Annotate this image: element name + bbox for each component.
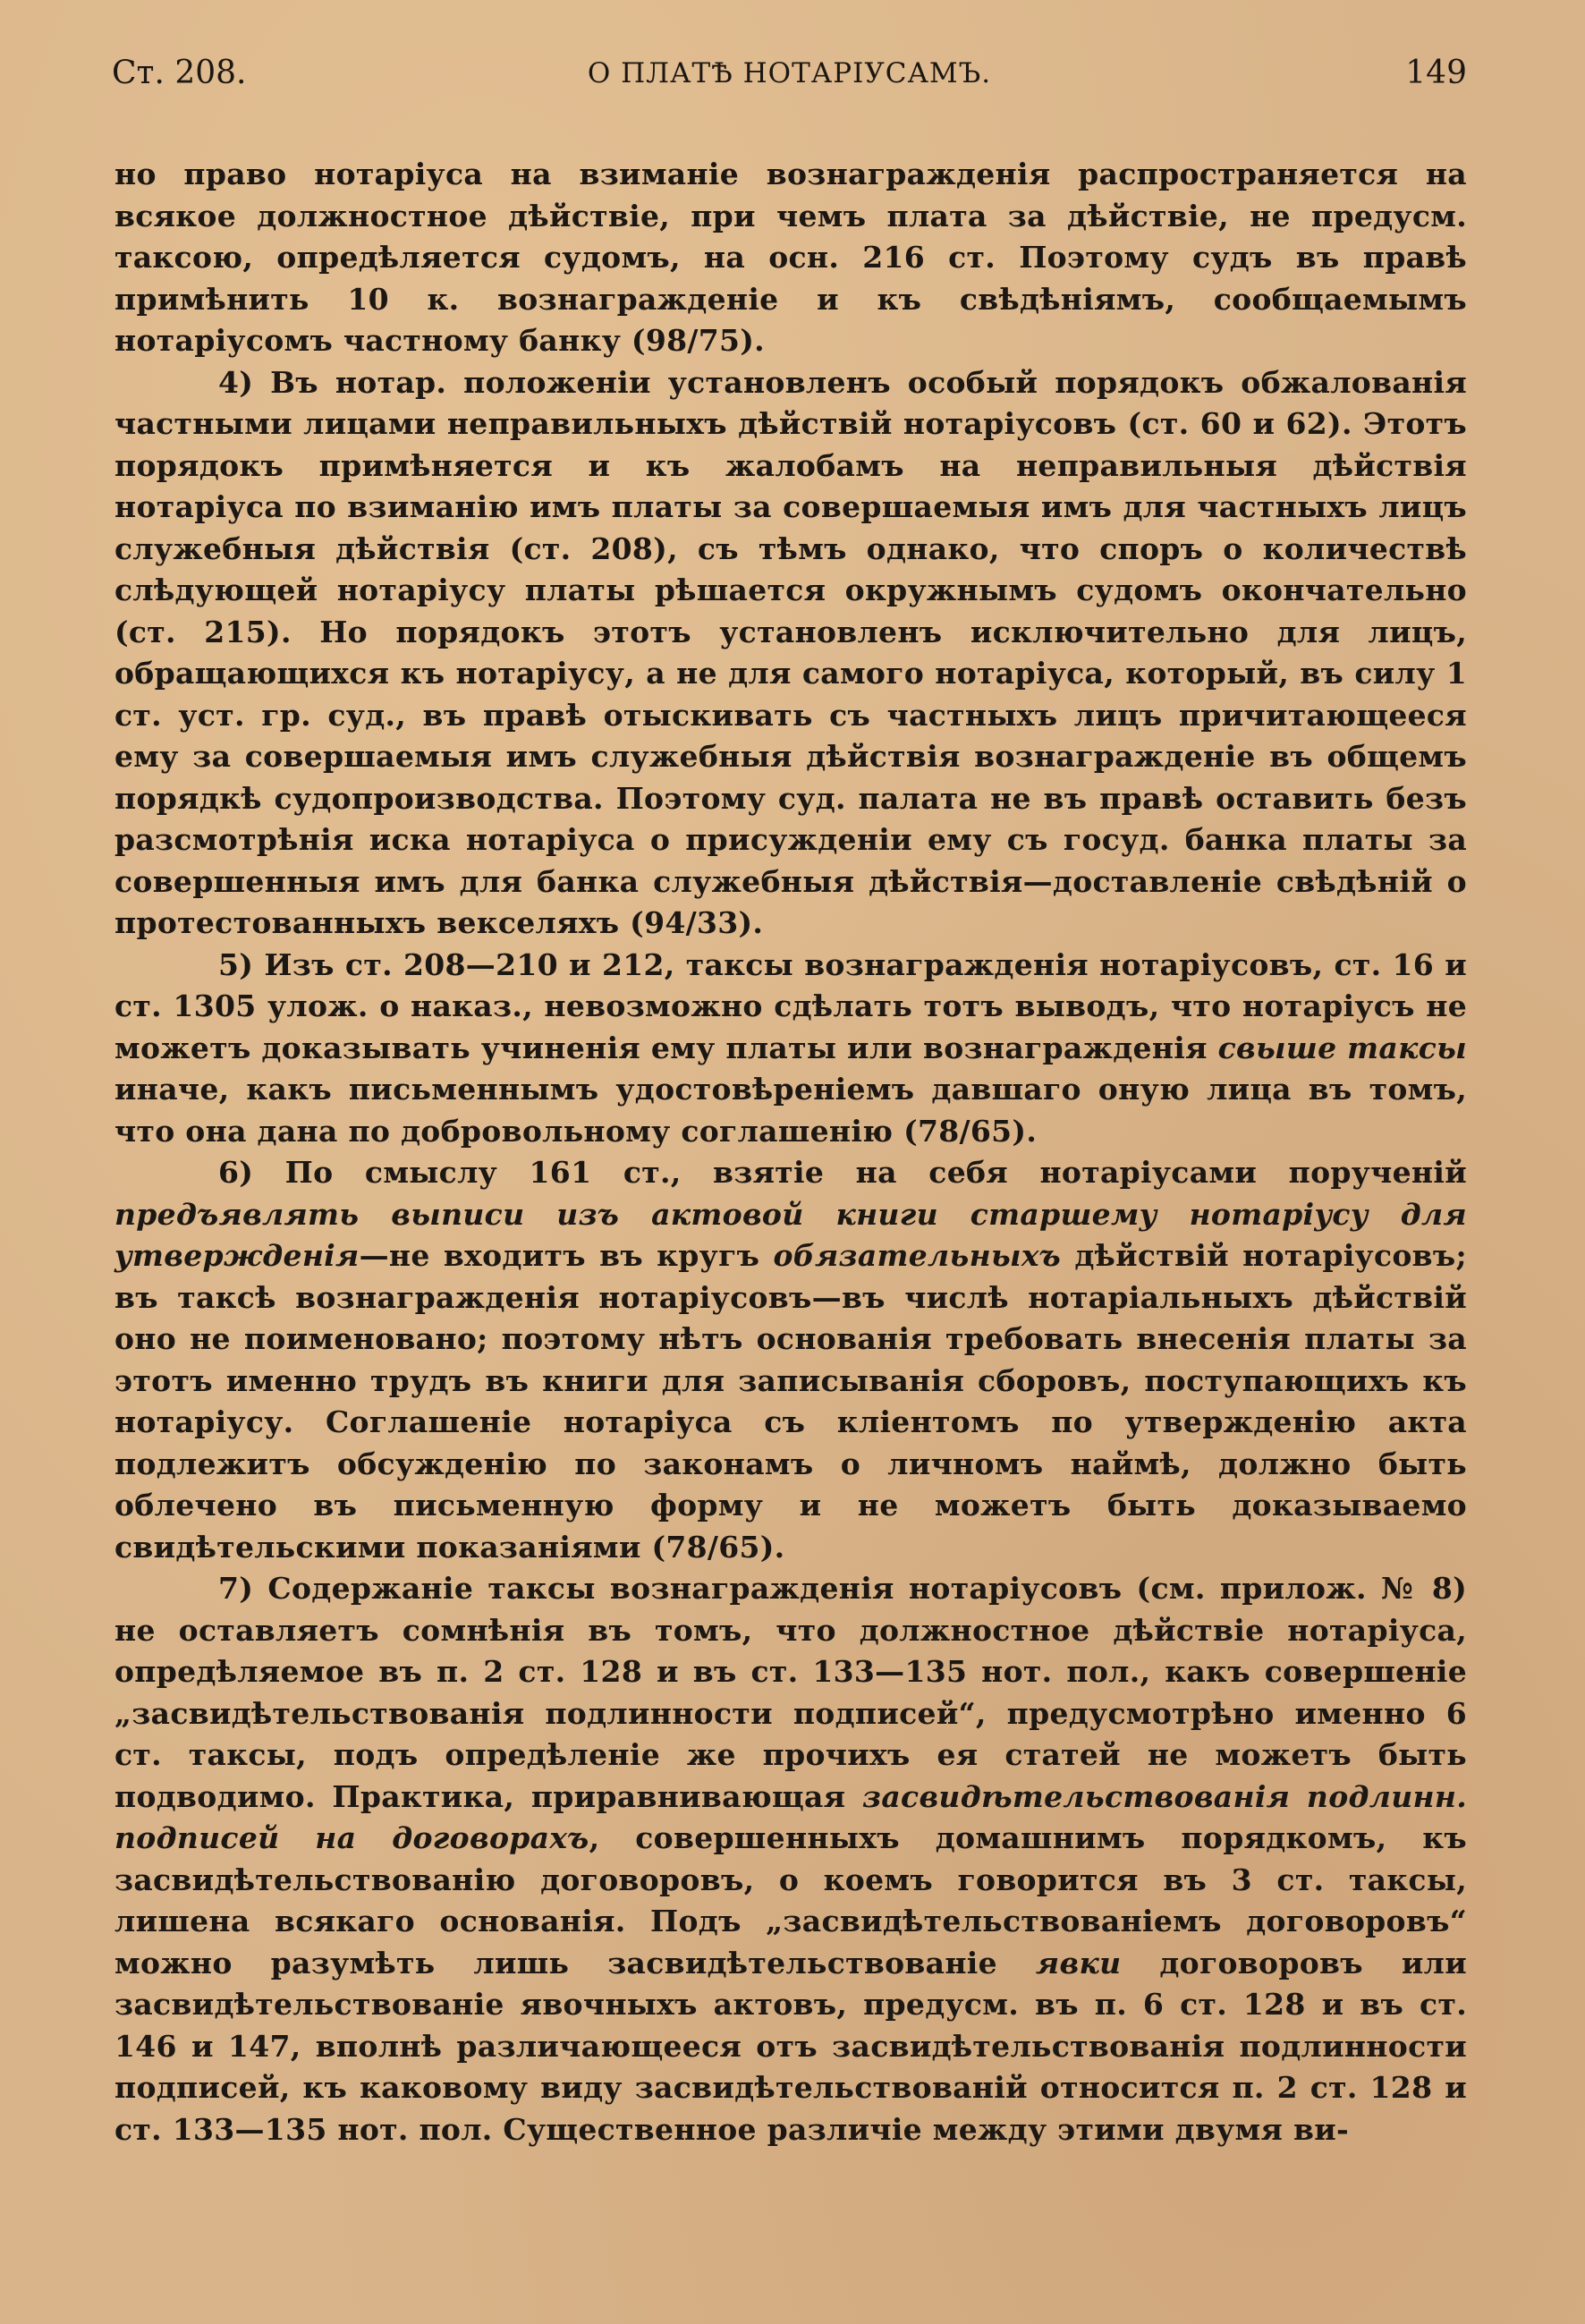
- paragraph-text: договоровъ или засвидѣтельствованіе явочныхъ актовъ, предусм. въ п. 6 ст. 128 и въ ст. 146 и 147, вполнѣ различающееся отъ засвидѣтельствованія подлинности подписей, къ каковому виду засвидѣтельствованій относится п. 2 ст. 128 и ст. 133—135 нот. пол. Существенное различіе между этими двумя ви-: [114, 1945, 1467, 2147]
- paragraph-continuation: [114, 154, 1467, 362]
- emphasis-text: явки: [1035, 1945, 1122, 1980]
- emphasis-text: свыше таксы: [1217, 1030, 1467, 1065]
- paragraph-text: , совершенныхъ домашнимъ порядкомъ, къ засвидѣтельствованію договоровъ, о коемъ говорится въ 3 ст. таксы, лишена всякаго основанія. Подъ „засвидѣтельствованіемъ договоровъ“ можно разумѣть лишь засвидѣтельствованіе: [114, 1820, 1468, 1980]
- body-text: [114, 154, 1467, 2150]
- emphasis-text: обязательныхъ: [773, 1238, 1062, 1273]
- paragraph-text: 6) По смыслу 161 ст., взятіе на себя нотаріусами порученій: [218, 1155, 1467, 1190]
- paragraph-5: [114, 945, 1467, 1153]
- paragraph-4: [114, 362, 1467, 945]
- paragraph-text: 5) Изъ ст. 208—210 и 212, таксы вознагражденія нотаріусовъ, ст. 16 и ст. 1305 улож. о наказ., невозможно сдѣлать тотъ выводъ, что нотаріусъ не можетъ доказывать учиненія ему платы или вознагражденія: [114, 946, 1467, 1065]
- emphasis-text: засвидѣтельствованія подлинн. подписей на договорахъ: [114, 1778, 1467, 1855]
- paragraph-text: дѣйствій нотаріусовъ; въ таксѣ вознагражденія нотаріусовъ—въ числѣ нотаріальныхъ дѣйствій оно не поименовано; поэтому нѣтъ основанія требовать внесенія платы за этотъ именно трудъ въ книги для записыванія сборовъ, поступающихъ къ нотаріусу. Соглашеніе нотаріуса съ кліентомъ по утвержденію акта подлежитъ обсужденію по законамъ о личномъ наймѣ, должно быть облечено въ письменную форму и не можетъ быть доказываемо свидѣтельскими показаніями (78/65).: [114, 1238, 1468, 1565]
- paragraph-7: [114, 1568, 1467, 2150]
- paragraph-6: [114, 1152, 1467, 1568]
- paragraph-text: иначе, какъ письменнымъ удостовѣреніемъ давшаго оную лица въ томъ, что она дана по добровольному соглашенію (78/65).: [114, 1072, 1467, 1149]
- paragraph-text: 4) Въ нотар. положеніи установленъ особый порядокъ обжалованія частными лицами неправильныхъ дѣйствій нотаріусовъ (ст. 60 и 62). Этотъ порядокъ примѣняется и къ жалобамъ на неправильныя дѣйствія нотаріуса по взиманію имъ платы за совершаемыя имъ для частныхъ лицъ служебныя дѣйствія (ст. 208), съ тѣмъ однако, что споръ о количествѣ слѣдующей нотаріусу платы рѣшается окружнымъ судомъ окончательно (ст. 215). Но порядокъ этотъ установленъ исключительно для лицъ, обращающихся къ нотаріусу, а не для самого нотаріуса, который, въ силу 1 ст. уст. гр. суд., въ правѣ отыскивать съ частныхъ лицъ причитающееся ему за совершаемыя имъ служебныя дѣйствія вознагражденіе въ общемъ порядкѣ судопроизводства. Поэтому суд. палата не въ правѣ оставить безъ разсмотрѣнія иска нотаріуса о присужденіи ему съ госуд. банка платы за совершенныя имъ для банка служебныя дѣйствія—доставленіе свѣдѣній о протестованныхъ векселяхъ (94/33).: [114, 364, 1467, 940]
- emphasis-text: предъявлять выписи изъ актовой книги старшему нотаріусу для утвержденія: [114, 1196, 1467, 1273]
- article-number: Ст. 208.: [112, 55, 247, 91]
- page-heading: О ПЛАТѢ НОТАРІУСАМЪ.: [587, 57, 992, 89]
- page-number: 149: [1405, 55, 1467, 91]
- paragraph-text: 7) Содержаніе таксы вознагражденія нотаріусовъ (см. прилож. № 8) не оставляетъ сомнѣнія въ томъ, что должностное дѣйствіе нотаріуса, опредѣляемое въ п. 2 ст. 128 и въ ст. 133—135 нот. пол., какъ совершеніе „засвидѣтельствованія подлинности подписей“, предусмотрѣно именно 6 ст. таксы, подъ опредѣленіе же прочихъ ея статей не можетъ быть подводимо. Практика, приравнивающая: [114, 1571, 1467, 1814]
- running-header: [112, 47, 1467, 100]
- paragraph-text: —не входитъ въ кругъ: [359, 1238, 774, 1273]
- paragraph-text: но право нотаріуса на взиманіе вознагражденія распространяется на всякое должностное дѣйствіе, при чемъ плата за дѣйствіе, не предусм. таксою, опредѣляется судомъ, на осн. 216 ст. Поэтому судъ въ правѣ примѣнить 10 к. вознагражденіе и къ свѣдѣніямъ, сообщаемымъ нотаріусомъ частному банку (98/75).: [114, 157, 1467, 358]
